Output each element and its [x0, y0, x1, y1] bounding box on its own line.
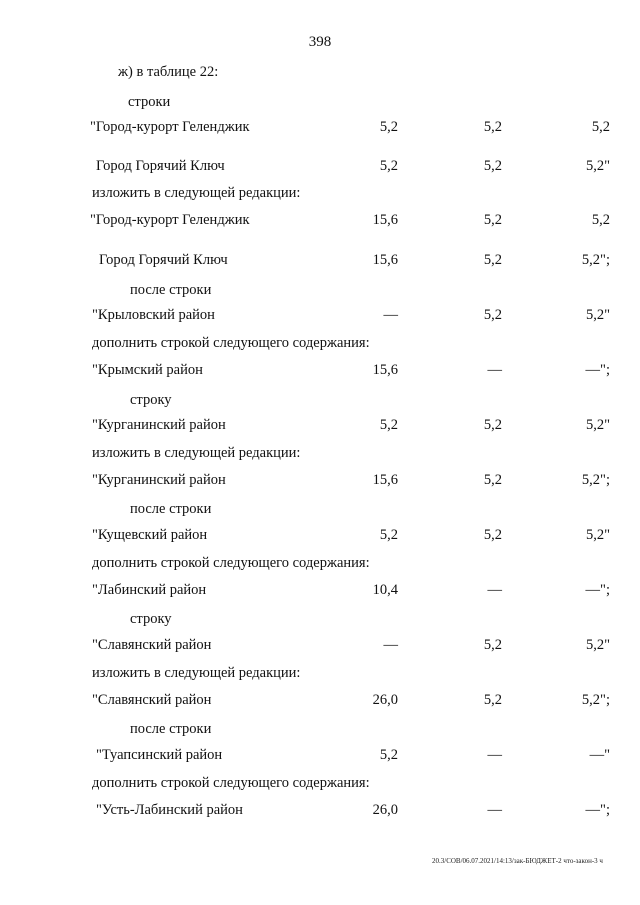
municipality-name: "Славянский район: [92, 692, 212, 708]
instruction-line: [0, 443, 640, 463]
instruction-line: [0, 183, 640, 203]
value-cell-3: 5,2": [585, 527, 610, 543]
table-row: [0, 117, 640, 137]
municipality-name: Город Горячий Ключ: [99, 252, 228, 268]
instruction-text: ж) в таблице 22:: [118, 64, 219, 80]
value-cell-3: 5,2";: [581, 472, 610, 488]
municipality-name: "Крыловский район: [92, 307, 215, 323]
table-row: [0, 305, 640, 325]
municipality-name: "Туапсинский район: [96, 747, 223, 763]
value-cell-1: 5,2: [379, 119, 398, 135]
value-cell-1: 5,2: [379, 747, 398, 763]
table-row: [0, 745, 640, 765]
value-cell-2: —: [487, 582, 502, 598]
value-cell-2: 5,2: [483, 252, 502, 268]
value-cell-2: 5,2: [483, 307, 502, 323]
value-cell-1: 15,6: [372, 212, 398, 228]
value-cell-3: —";: [585, 582, 610, 598]
instruction-text: изложить в следующей редакции:: [92, 665, 301, 681]
value-cell-2: 5,2: [483, 417, 502, 433]
instruction-text: строку: [130, 611, 172, 627]
value-cell-2: 5,2: [483, 158, 502, 174]
instruction-line: [0, 609, 640, 629]
municipality-name: "Курганинский район: [92, 472, 226, 488]
value-cell-1: 10,4: [372, 582, 398, 598]
instruction-line: [0, 499, 640, 519]
table-row: [0, 525, 640, 545]
value-cell-1: 5,2: [379, 527, 398, 543]
instruction-text: после строки: [130, 721, 212, 737]
instruction-line: [0, 62, 640, 82]
value-cell-3: 5,2: [591, 212, 610, 228]
municipality-name: "Усть-Лабинский район: [96, 802, 243, 818]
municipality-name: "Город-курорт Геленджик: [90, 119, 250, 135]
municipality-name: "Кущевский район: [92, 527, 208, 543]
document-footer: 20.3/СОВ/06.07.2021/14:13/зак-БЮДЖЕТ-2 что-закон-3 ч: [432, 857, 603, 865]
instruction-text: после строки: [130, 282, 212, 298]
value-cell-1: —: [383, 307, 398, 323]
instruction-text: изложить в следующей редакции:: [92, 445, 301, 461]
table-row: [0, 690, 640, 710]
value-cell-2: —: [487, 362, 502, 378]
value-cell-3: —";: [585, 362, 610, 378]
value-cell-1: 26,0: [372, 692, 398, 708]
table-row: [0, 210, 640, 230]
instruction-text: строку: [130, 392, 172, 408]
table-row: [0, 635, 640, 655]
instruction-line: [0, 280, 640, 300]
value-cell-2: 5,2: [483, 637, 502, 653]
value-cell-3: 5,2": [585, 637, 610, 653]
value-cell-1: 5,2: [379, 417, 398, 433]
instruction-line: [0, 663, 640, 683]
municipality-name: "Славянский район: [92, 637, 212, 653]
value-cell-2: —: [487, 747, 502, 763]
municipality-name: "Лабинский район: [92, 582, 207, 598]
instruction-line: [0, 390, 640, 410]
value-cell-3: 5,2";: [581, 252, 610, 268]
value-cell-2: 5,2: [483, 527, 502, 543]
value-cell-3: 5,2": [585, 158, 610, 174]
value-cell-3: —": [589, 747, 610, 763]
value-cell-1: 5,2: [379, 158, 398, 174]
instruction-text: после строки: [130, 501, 212, 517]
table-row: [0, 800, 640, 820]
instruction-line: [0, 92, 640, 112]
instruction-text: дополнить строкой следующего содержания:: [92, 775, 370, 791]
value-cell-1: 15,6: [372, 472, 398, 488]
value-cell-3: 5,2";: [581, 692, 610, 708]
value-cell-2: —: [487, 802, 502, 818]
value-cell-2: 5,2: [483, 119, 502, 135]
value-cell-1: 15,6: [372, 362, 398, 378]
instruction-text: дополнить строкой следующего содержания:: [92, 555, 370, 571]
table-row: [0, 360, 640, 380]
municipality-name: "Город-курорт Геленджик: [90, 212, 250, 228]
instruction-line: [0, 773, 640, 793]
instruction-line: [0, 719, 640, 739]
instruction-text: изложить в следующей редакции:: [92, 185, 301, 201]
value-cell-3: 5,2": [585, 307, 610, 323]
table-row: [0, 250, 640, 270]
value-cell-1: 15,6: [372, 252, 398, 268]
instruction-line: [0, 553, 640, 573]
municipality-name: "Крымский район: [92, 362, 203, 378]
value-cell-2: 5,2: [483, 472, 502, 488]
value-cell-3: 5,2: [591, 119, 610, 135]
page-number: 398: [308, 34, 332, 50]
value-cell-2: 5,2: [483, 692, 502, 708]
instruction-text: дополнить строкой следующего содержания:: [92, 335, 370, 351]
value-cell-3: 5,2": [585, 417, 610, 433]
instruction-text: строки: [128, 94, 171, 110]
value-cell-3: —";: [585, 802, 610, 818]
municipality-name: Город Горячий Ключ: [96, 158, 225, 174]
value-cell-1: 26,0: [372, 802, 398, 818]
table-row: [0, 470, 640, 490]
municipality-name: "Курганинский район: [92, 417, 226, 433]
instruction-line: [0, 333, 640, 353]
value-cell-2: 5,2: [483, 212, 502, 228]
value-cell-1: —: [383, 637, 398, 653]
table-row: [0, 580, 640, 600]
table-row: [0, 415, 640, 435]
table-row: [0, 156, 640, 176]
